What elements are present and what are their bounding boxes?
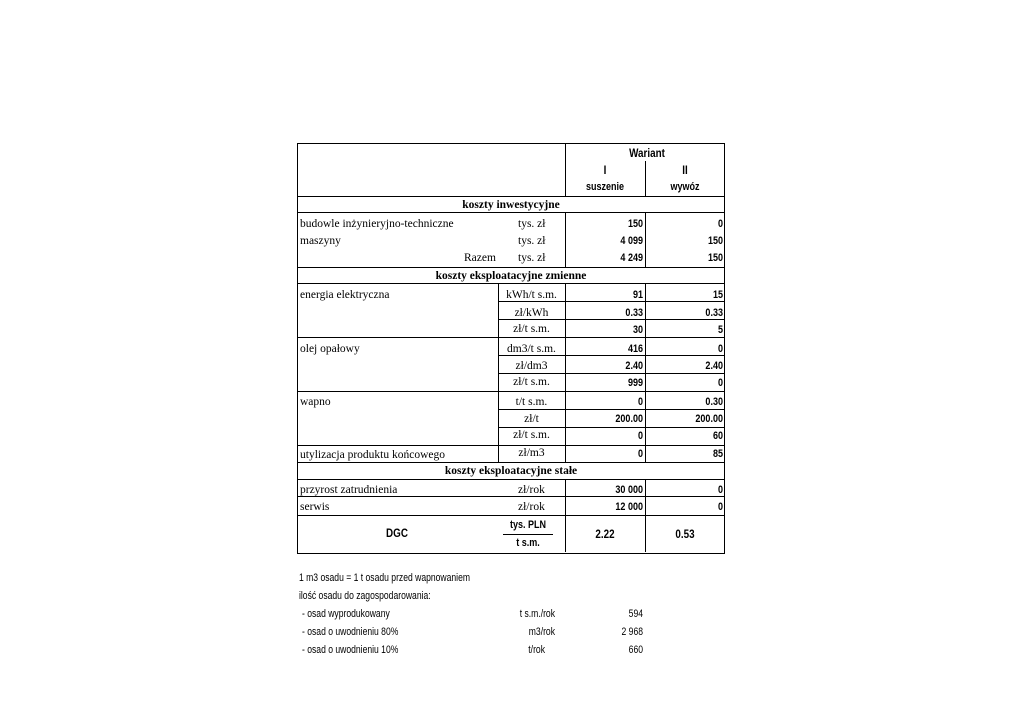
section-title: koszty eksploatacyjne zmienne [435,270,587,282]
rule [498,373,725,374]
row-unit: zł/t [524,413,539,425]
row-label: wapno [300,396,331,408]
row-unit: kWh/t s.m. [506,289,557,301]
note-item-value: 594 [628,608,643,620]
row-value-2: 85 [712,448,723,460]
header-col-divider [645,161,646,196]
row-value-1: 30 [632,324,643,336]
row-unit: dm3/t s.m. [507,343,556,355]
row-unit: zł/t s.m. [513,323,550,335]
rule [297,479,725,480]
row-value-2: 0 [717,484,723,496]
row-label: przyrost zatrudnienia [300,484,398,496]
row-label-total: Razem [464,252,496,264]
rule [297,515,725,516]
row-value-2: 60 [712,430,723,442]
header-col1-name: suszenie [585,181,625,193]
row-value-1: 91 [632,289,643,301]
row-value-1: 150 [627,218,643,230]
row-unit: zł/t s.m. [513,376,550,388]
row-label: olej opałowy [300,343,360,355]
note-line-1: 1 m3 osadu = 1 t osadu przed wapnowaniem [299,572,471,584]
dgc-unit-bottom: t s.m. [516,537,540,549]
row-unit: zł/rok [518,484,545,496]
rule [297,283,725,284]
rule [498,409,725,410]
note-item-label: - osad wyprodukowany [302,608,390,620]
note-item-unit: m3/rok [528,626,555,638]
row-value-1: 30 000 [615,484,643,496]
row-value-2: 5 [717,324,723,336]
col-divider [645,212,646,267]
dgc-value-2: 0.53 [675,527,695,541]
note-item-label: - osad o uwodnieniu 10% [302,644,399,656]
cost-table [297,143,725,554]
row-unit: zł/t s.m. [513,429,550,441]
rule [297,391,725,392]
row-unit: tys. zł [518,252,546,264]
dgc-label: DGC [386,526,408,540]
row-value-1: 200.00 [615,413,643,425]
row-label: energia elektryczna [300,289,390,301]
row-value-2: 15 [712,289,723,301]
section-title: koszty eksploatacyjne stałe [444,465,578,477]
row-value-2: 0 [717,501,723,513]
row-unit: zł/kWh [514,307,549,319]
row-value-2: 0 [717,218,723,230]
row-value-1: 0 [637,396,643,408]
note-item-unit: t s.m./rok [519,608,555,620]
row-unit: zł/m3 [518,447,545,459]
row-unit: zł/rok [518,501,545,513]
row-value-2: 0 [717,343,723,355]
header-col2-name: wywóz [670,181,700,193]
rule [297,196,725,197]
note-line-2: ilość osadu do zagospodarowania: [299,590,431,602]
row-unit: zł/dm3 [515,360,548,372]
rule [297,267,725,268]
row-value-2: 2.40 [705,360,723,372]
dgc-value-1: 2.22 [595,527,615,541]
header-col1-num: I [603,163,607,177]
header-wariant: Wariant [629,146,665,160]
header-divider [565,143,566,196]
row-value-1: 0 [637,448,643,460]
section-title: koszty inwestycyjne [462,199,560,211]
row-value-2: 0.30 [705,396,723,408]
row-value-1: 4 249 [620,252,643,264]
row-unit: tys. zł [518,218,546,230]
rule [297,337,725,338]
note-item-label: - osad o uwodnieniu 80% [302,626,399,638]
row-unit: tys. zł [518,235,546,247]
row-value-1: 12 000 [615,501,643,513]
col-divider [565,212,566,267]
row-label: budowle inżynieryjno-techniczne [300,218,454,230]
row-label: maszyny [300,235,341,247]
row-value-1: 4 099 [620,235,643,247]
row-label: serwis [300,501,330,513]
note-item-unit: t/rok [528,644,545,656]
row-unit: t/t s.m. [515,396,548,408]
header-col2-num: II [682,163,688,177]
row-value-2: 150 [707,252,723,264]
row-value-1: 2.40 [625,360,643,372]
rule [297,212,725,213]
note-item-value: 660 [628,644,643,656]
row-value-1: 0.33 [625,307,643,319]
dgc-unit-top: tys. PLN [509,519,547,531]
row-value-1: 0 [637,430,643,442]
row-value-1: 416 [627,343,643,355]
row-value-2: 150 [707,235,723,247]
rule [297,462,725,463]
row-value-2: 0.33 [705,307,723,319]
row-label: utylizacja produktu końcowego [300,449,445,461]
row-value-2: 0 [717,377,723,389]
row-value-1: 999 [627,377,643,389]
note-item-value: 2 968 [621,626,643,638]
row-value-2: 200.00 [695,413,723,425]
dgc-fraction-bar [503,534,553,535]
